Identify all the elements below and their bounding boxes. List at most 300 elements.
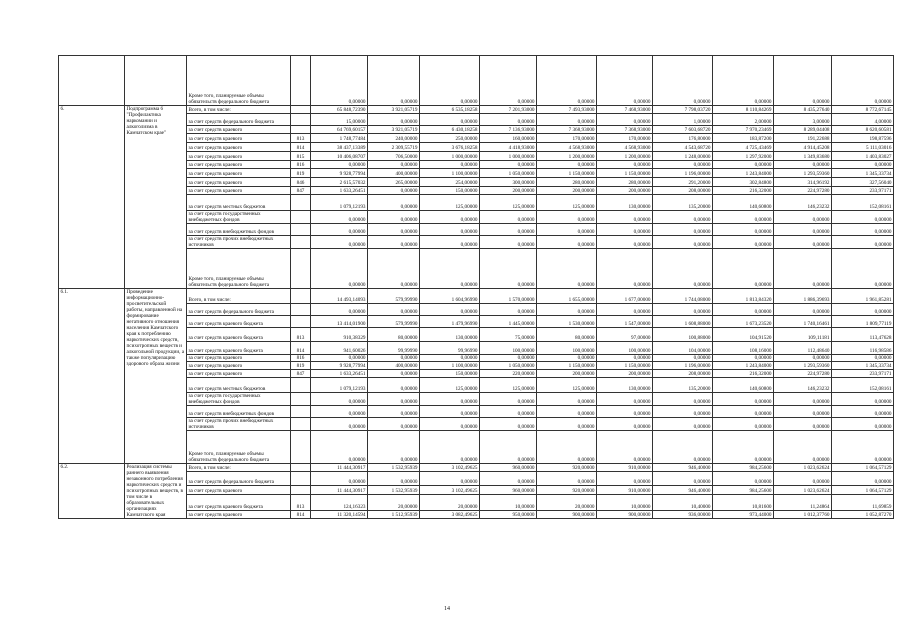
amount-cell: 0,00000 <box>368 224 420 236</box>
amount-cell: 950,00000 <box>480 510 537 518</box>
amount-cell: 0,00000 <box>832 236 894 249</box>
amount-cell: 0,00000 <box>480 56 537 106</box>
amount-cell: 208,00000 <box>653 187 713 195</box>
amount-cell: 7 136,93000 <box>480 126 537 134</box>
amount-cell: 0,00000 <box>480 114 537 126</box>
amount-cell: 1 196,00000 <box>653 362 713 370</box>
amount-cell: 0,00000 <box>311 236 368 249</box>
amount-cell: 0,00000 <box>713 355 774 362</box>
funding-source: за счет средств краевого <box>187 510 291 518</box>
funding-source: за счет средств краевого <box>187 178 291 187</box>
amount-cell: 7 970,23469 <box>713 126 774 134</box>
budget-code <box>291 211 311 224</box>
amount-cell: 4 725,43469 <box>713 143 774 152</box>
amount-cell: 0,00000 <box>713 418 774 431</box>
amount-cell: 0,00000 <box>774 249 832 289</box>
amount-cell: 4 914,45208 <box>774 143 832 152</box>
amount-cell: 0,00000 <box>368 406 420 418</box>
funding-source: Всего, в том числе: <box>187 289 291 304</box>
amount-cell: 11,24864 <box>774 494 832 510</box>
amount-cell: 920,00000 <box>537 485 597 494</box>
amount-cell: 941,60026 <box>311 342 368 355</box>
amount-cell: 0,00000 <box>420 304 480 316</box>
amount-cell: 0,00000 <box>597 249 653 289</box>
amount-cell: 3 102,49625 <box>420 464 480 472</box>
amount-cell: 4 418,93000 <box>480 143 537 152</box>
amount-cell: 7 493,93000 <box>537 106 597 114</box>
amount-cell: 3 921,05719 <box>368 106 420 114</box>
amount-cell: 0,00000 <box>597 114 653 126</box>
funding-source: за счет средств краевого <box>187 143 291 152</box>
funding-source: за счет средств прочих внебюджетных источников <box>187 418 291 431</box>
amount-cell: 146,23232 <box>774 195 832 211</box>
budget-code: 847 <box>291 370 311 378</box>
amount-cell: 0,00000 <box>713 431 774 464</box>
funding-source: за счет средств внебюджетных фондов <box>187 224 291 236</box>
amount-cell: 0,00000 <box>480 393 537 406</box>
amount-cell: 0,00000 <box>597 211 653 224</box>
amount-cell: 0,00000 <box>832 393 894 406</box>
amount-cell: 0,00000 <box>653 56 713 106</box>
amount-cell: 125,00000 <box>420 195 480 211</box>
amount-cell: 0,00000 <box>713 406 774 418</box>
amount-cell: 960,00000 <box>480 464 537 472</box>
amount-cell: 1 547,00000 <box>597 316 653 328</box>
amount-cell: 0,00000 <box>653 304 713 316</box>
budget-table <box>58 55 894 519</box>
amount-cell: 2,00000 <box>713 114 774 126</box>
amount-cell: 200,00000 <box>597 370 653 378</box>
amount-cell: 1 479,96990 <box>420 316 480 328</box>
amount-cell: 0,00000 <box>480 431 537 464</box>
amount-cell: 1 293,59360 <box>774 169 832 178</box>
amount-cell: 200,00000 <box>480 187 537 195</box>
amount-cell: 0,00000 <box>653 418 713 431</box>
item-name: Подпрограмма 6 "Профилактика наркомании и алкоголизма в Камчатском крае" <box>125 106 187 289</box>
amount-cell: 0,00000 <box>597 418 653 431</box>
amount-cell: 0,00000 <box>832 406 894 418</box>
amount-cell: 0,00000 <box>537 56 597 106</box>
amount-cell: 302,84800 <box>713 178 774 187</box>
amount-cell: 0,00000 <box>311 418 368 431</box>
budget-code <box>291 195 311 211</box>
amount-cell: 4 568,93000 <box>537 143 597 152</box>
amount-cell: 0,00000 <box>368 418 420 431</box>
amount-cell: 1 809,77119 <box>832 316 894 328</box>
amount-cell: 0,00000 <box>537 406 597 418</box>
amount-cell: 0,00000 <box>653 249 713 289</box>
amount-cell: 191,22688 <box>774 134 832 143</box>
budget-code <box>291 126 311 134</box>
amount-cell: 900,00000 <box>537 510 597 518</box>
amount-cell: 113,47628 <box>832 328 894 342</box>
budget-code <box>291 249 311 289</box>
amount-cell: 124,16323 <box>311 494 368 510</box>
amount-cell: 900,00000 <box>597 510 653 518</box>
amount-cell: 0,00000 <box>537 211 597 224</box>
amount-cell: 0,00000 <box>832 161 894 169</box>
amount-cell: 14 493,14093 <box>311 289 368 304</box>
amount-cell: 1 293,59360 <box>774 362 832 370</box>
amount-cell: 200,00000 <box>537 370 597 378</box>
amount-cell: 0,00000 <box>420 472 480 486</box>
amount-cell: 0,00000 <box>420 161 480 169</box>
table-row <box>59 464 894 472</box>
amount-cell: 1 100,00000 <box>420 362 480 370</box>
amount-cell: 1 345,33734 <box>832 169 894 178</box>
amount-cell: 0,00000 <box>774 355 832 362</box>
amount-cell: 9 928,77994 <box>311 362 368 370</box>
amount-cell: 75,00000 <box>480 328 537 342</box>
amount-cell: 1 633,26451 <box>311 187 368 195</box>
amount-cell: 1 532,95939 <box>368 485 420 494</box>
amount-cell: 200,00000 <box>597 187 653 195</box>
amount-cell: 3 102,49625 <box>420 485 480 494</box>
amount-cell: 0,00000 <box>774 393 832 406</box>
amount-cell: 140,60800 <box>713 195 774 211</box>
amount-cell: 150,00000 <box>420 187 480 195</box>
budget-code <box>291 114 311 126</box>
amount-cell: 240,00000 <box>368 134 420 143</box>
amount-cell: 0,00000 <box>653 431 713 464</box>
amount-cell: 1 243,84000 <box>713 169 774 178</box>
amount-cell: 0,00000 <box>420 224 480 236</box>
amount-cell: 1 100,00000 <box>420 169 480 178</box>
budget-code <box>291 56 311 106</box>
amount-cell: 1 050,00000 <box>480 362 537 370</box>
amount-cell: 280,00000 <box>597 178 653 187</box>
funding-source: за счет средств краевого <box>187 370 291 378</box>
amount-cell: 9 928,77994 <box>311 169 368 178</box>
budget-code: 814 <box>291 143 311 152</box>
amount-cell: 0,00000 <box>597 236 653 249</box>
funding-source: за счет средств местных бюджетов <box>187 195 291 211</box>
amount-cell: 579,99990 <box>368 316 420 328</box>
item-number: 6. <box>59 106 125 289</box>
amount-cell: 0,00000 <box>480 418 537 431</box>
amount-cell: 1 079,12193 <box>311 195 368 211</box>
amount-cell: 11 444,30917 <box>311 464 368 472</box>
funding-source: за счет средств внебюджетных фондов <box>187 406 291 418</box>
amount-cell: 0,00000 <box>311 406 368 418</box>
amount-cell: 0,00000 <box>832 304 894 316</box>
amount-cell: 0,00000 <box>653 393 713 406</box>
amount-cell: 0,00000 <box>368 304 420 316</box>
amount-cell: 125,00000 <box>537 195 597 211</box>
amount-cell: 0,00000 <box>653 406 713 418</box>
amount-cell: 100,00000 <box>480 342 537 355</box>
amount-cell: 3 676,18258 <box>420 143 480 152</box>
amount-cell: 1 052,87270 <box>832 510 894 518</box>
budget-code <box>291 485 311 494</box>
amount-cell: 0,00000 <box>774 418 832 431</box>
amount-cell: 0,00000 <box>480 249 537 289</box>
item-name: Проведение информационно-просветительской работы, направленной на формирование негативного отношения населения Камчатского края к потреблению наркотических средств, психотропных веществ и алкогольной продукции, а также популяризацию здорового образа жизни <box>125 289 187 464</box>
funding-source: за счет средств федерального бюджета <box>187 304 291 316</box>
amount-cell: 0,00000 <box>311 355 368 362</box>
item-name <box>125 56 187 106</box>
budget-code: 847 <box>291 187 311 195</box>
funding-source: за счет средств краевого <box>187 126 291 134</box>
amount-cell: 0,00000 <box>832 249 894 289</box>
amount-cell: 0,00000 <box>653 472 713 486</box>
amount-cell: 0,00000 <box>537 393 597 406</box>
amount-cell: 1 530,00000 <box>537 316 597 328</box>
amount-cell: 0,00000 <box>420 418 480 431</box>
amount-cell: 152,08161 <box>832 378 894 393</box>
amount-cell: 0,00000 <box>368 472 420 486</box>
amount-cell: 3 082,49625 <box>420 510 480 518</box>
amount-cell: 0,00000 <box>537 236 597 249</box>
amount-cell: 0,00000 <box>480 472 537 486</box>
amount-cell: 0,00000 <box>597 406 653 418</box>
amount-cell: 0,00000 <box>368 114 420 126</box>
amount-cell: 0,00000 <box>368 393 420 406</box>
amount-cell: 15,00000 <box>311 114 368 126</box>
amount-cell: 0,00000 <box>774 236 832 249</box>
amount-cell: 0,00000 <box>537 161 597 169</box>
item-number: 6.2. <box>59 464 125 519</box>
amount-cell: 960,00000 <box>480 485 537 494</box>
funding-source: за счет средств краевого бюджета <box>187 316 291 328</box>
amount-cell: 216,32000 <box>713 370 774 378</box>
amount-cell: 1 200,00000 <box>537 152 597 161</box>
budget-code <box>291 406 311 418</box>
amount-cell: 0,00000 <box>713 56 774 106</box>
amount-cell: 8 620,60581 <box>832 126 894 134</box>
budget-code: 813 <box>291 494 311 510</box>
budget-code: 846 <box>291 178 311 187</box>
amount-cell: 2 309,55719 <box>368 143 420 152</box>
budget-code: 814 <box>291 342 311 355</box>
amount-cell: 1 050,00000 <box>480 169 537 178</box>
amount-cell: 1 150,00000 <box>597 169 653 178</box>
amount-cell: 706,50000 <box>368 152 420 161</box>
amount-cell: 1 150,00000 <box>537 362 597 370</box>
funding-source: за счет средств федерального бюджета <box>187 114 291 126</box>
amount-cell: 112,48640 <box>774 342 832 355</box>
amount-cell: 5 111,03016 <box>832 143 894 152</box>
funding-source: за счет средств краевого <box>187 161 291 169</box>
amount-cell: 0,00000 <box>420 355 480 362</box>
amount-cell: 1 655,00000 <box>537 289 597 304</box>
amount-cell: 1 512,95939 <box>368 510 420 518</box>
amount-cell: 0,00000 <box>480 304 537 316</box>
amount-cell: 0,00000 <box>597 431 653 464</box>
amount-cell: 1 673,23520 <box>713 316 774 328</box>
amount-cell: 152,08161 <box>832 195 894 211</box>
amount-cell: 8 772,67145 <box>832 106 894 114</box>
amount-cell: 0,00000 <box>537 431 597 464</box>
amount-cell: 1 608,88000 <box>653 316 713 328</box>
amount-cell: 0,00000 <box>537 224 597 236</box>
amount-cell: 0,00000 <box>368 56 420 106</box>
funding-source: за счет средств краевого бюджета <box>187 494 291 510</box>
amount-cell: 7 368,93000 <box>537 126 597 134</box>
amount-cell: 140,60800 <box>713 378 774 393</box>
amount-cell: 0,00000 <box>480 236 537 249</box>
amount-cell: 20,00000 <box>537 494 597 510</box>
amount-cell: 220,00000 <box>480 370 537 378</box>
funding-source: за счет средств краевого <box>187 134 291 143</box>
funding-source: за счет средств государственных внебюджетных фондов <box>187 393 291 406</box>
table-row <box>59 289 894 304</box>
amount-cell: 0,00000 <box>368 236 420 249</box>
amount-cell: 314,96192 <box>774 178 832 187</box>
amount-cell: 7 368,93000 <box>597 126 653 134</box>
amount-cell: 0,00000 <box>480 406 537 418</box>
amount-cell: 1 196,00000 <box>653 169 713 178</box>
amount-cell: 4 568,93000 <box>597 143 653 152</box>
amount-cell: 0,00000 <box>368 355 420 362</box>
amount-cell: 116,98586 <box>832 342 894 355</box>
amount-cell: 1 403,83027 <box>832 152 894 161</box>
amount-cell: 0,00000 <box>832 472 894 486</box>
item-number <box>59 56 125 106</box>
amount-cell: 280,00000 <box>537 178 597 187</box>
amount-cell: 146,23232 <box>774 378 832 393</box>
amount-cell: 0,00000 <box>832 56 894 106</box>
amount-cell: 0,00000 <box>368 211 420 224</box>
amount-cell: 20,00000 <box>368 494 420 510</box>
amount-cell: 0,00000 <box>832 211 894 224</box>
amount-cell: 0,00000 <box>774 161 832 169</box>
amount-cell: 1 570,00000 <box>480 289 537 304</box>
funding-source: за счет средств местных бюджетов <box>187 378 291 393</box>
amount-cell: 104,00000 <box>653 342 713 355</box>
amount-cell: 135,20000 <box>653 378 713 393</box>
amount-cell: 104,91520 <box>713 328 774 342</box>
amount-cell: 946,40000 <box>653 485 713 494</box>
amount-cell: 0,00000 <box>420 236 480 249</box>
amount-cell: 0,00000 <box>774 211 832 224</box>
amount-cell: 0,00000 <box>597 224 653 236</box>
amount-cell: 108,16000 <box>713 342 774 355</box>
funding-source: Кроме того, планируемые объемы обязательств федерального бюджета <box>187 431 291 464</box>
amount-cell: 1 345,33734 <box>832 362 894 370</box>
amount-cell: 1 023,62624 <box>774 464 832 472</box>
amount-cell: 0,00000 <box>774 431 832 464</box>
amount-cell: 1 297,92000 <box>713 152 774 161</box>
amount-cell: 64 769,60157 <box>311 126 368 134</box>
amount-cell: 0,00000 <box>713 304 774 316</box>
amount-cell: 250,00000 <box>420 134 480 143</box>
amount-cell: 1 000,00000 <box>480 152 537 161</box>
funding-source: Кроме того, планируемые объемы обязательств федерального бюджета <box>187 56 291 106</box>
amount-cell: 0,00000 <box>774 406 832 418</box>
amount-cell: 0,00000 <box>832 418 894 431</box>
amount-cell: 1 200,00000 <box>597 152 653 161</box>
amount-cell: 1 748,77484 <box>311 134 368 143</box>
amount-cell: 10,00000 <box>480 494 537 510</box>
amount-cell: 920,00000 <box>537 464 597 472</box>
amount-cell: 11 320,14594 <box>311 510 368 518</box>
budget-code <box>291 431 311 464</box>
table-row <box>59 106 894 114</box>
amount-cell: 0,00000 <box>774 56 832 106</box>
amount-cell: 4,00000 <box>832 114 894 126</box>
amount-cell: 0,00000 <box>420 431 480 464</box>
amount-cell: 125,00000 <box>480 195 537 211</box>
amount-cell: 216,32000 <box>713 187 774 195</box>
amount-cell: 0,00000 <box>537 249 597 289</box>
amount-cell: 150,00000 <box>420 370 480 378</box>
amount-cell: 1 532,95939 <box>368 464 420 472</box>
amount-cell: 3,00000 <box>774 114 832 126</box>
amount-cell: 0,00000 <box>713 236 774 249</box>
amount-cell: 233,97171 <box>832 187 894 195</box>
amount-cell: 936,00000 <box>653 510 713 518</box>
amount-cell: 0,00000 <box>597 472 653 486</box>
amount-cell: 80,00000 <box>368 328 420 342</box>
budget-code <box>291 378 311 393</box>
amount-cell: 65 848,72390 <box>311 106 368 114</box>
amount-cell: 1 150,00000 <box>597 362 653 370</box>
budget-code <box>291 418 311 431</box>
budget-code: 813 <box>291 328 311 342</box>
budget-code: 815 <box>291 152 311 161</box>
amount-cell: 0,00000 <box>832 431 894 464</box>
amount-cell: 0,00000 <box>774 224 832 236</box>
amount-cell: 208,00000 <box>653 370 713 378</box>
amount-cell: 4 543,68720 <box>653 143 713 152</box>
amount-cell: 7 201,93000 <box>480 106 537 114</box>
funding-source: за счет средств федерального бюджета <box>187 472 291 486</box>
amount-cell: 11,69859 <box>832 494 894 510</box>
budget-code: 814 <box>291 510 311 518</box>
amount-cell: 0,00000 <box>368 249 420 289</box>
amount-cell: 0,00000 <box>597 393 653 406</box>
amount-cell: 0,00000 <box>311 224 368 236</box>
amount-cell: 1 064,57129 <box>832 485 894 494</box>
amount-cell: 170,00000 <box>597 134 653 143</box>
amount-cell: 100,00000 <box>597 342 653 355</box>
amount-cell: 1 633,26451 <box>311 370 368 378</box>
amount-cell: 0,00000 <box>537 114 597 126</box>
amount-cell: 0,00000 <box>480 161 537 169</box>
amount-cell: 1 961,85281 <box>832 289 894 304</box>
budget-code <box>291 393 311 406</box>
amount-cell: 0,00000 <box>597 56 653 106</box>
funding-source: за счет средств прочих внебюджетных источников <box>187 236 291 249</box>
amount-cell: 254,00000 <box>420 178 480 187</box>
amount-cell: 1 744,08000 <box>653 289 713 304</box>
amount-cell: 1,00000 <box>653 114 713 126</box>
amount-cell: 400,00000 <box>368 169 420 178</box>
budget-code <box>291 224 311 236</box>
amount-cell: 0,00000 <box>713 393 774 406</box>
amount-cell: 20,00000 <box>420 494 480 510</box>
amount-cell: 1 445,00000 <box>480 316 537 328</box>
amount-cell: 224,97280 <box>774 370 832 378</box>
amount-cell: 0,00000 <box>420 406 480 418</box>
amount-cell: 0,00000 <box>537 304 597 316</box>
amount-cell: 0,00000 <box>713 224 774 236</box>
amount-cell: 0,00000 <box>537 355 597 362</box>
amount-cell: 0,00000 <box>713 249 774 289</box>
amount-cell: 0,00000 <box>311 56 368 106</box>
funding-source: за счет средств краевого бюджета <box>187 342 291 355</box>
amount-cell: 1 813,84320 <box>713 289 774 304</box>
amount-cell: 99,96990 <box>420 342 480 355</box>
amount-cell: 125,00000 <box>420 378 480 393</box>
amount-cell: 7 603,68720 <box>653 126 713 134</box>
amount-cell: 0,00000 <box>420 211 480 224</box>
amount-cell: 0,00000 <box>713 472 774 486</box>
amount-cell: 1 012,37760 <box>774 510 832 518</box>
amount-cell: 291,20000 <box>653 178 713 187</box>
amount-cell: 1 243,84000 <box>713 362 774 370</box>
